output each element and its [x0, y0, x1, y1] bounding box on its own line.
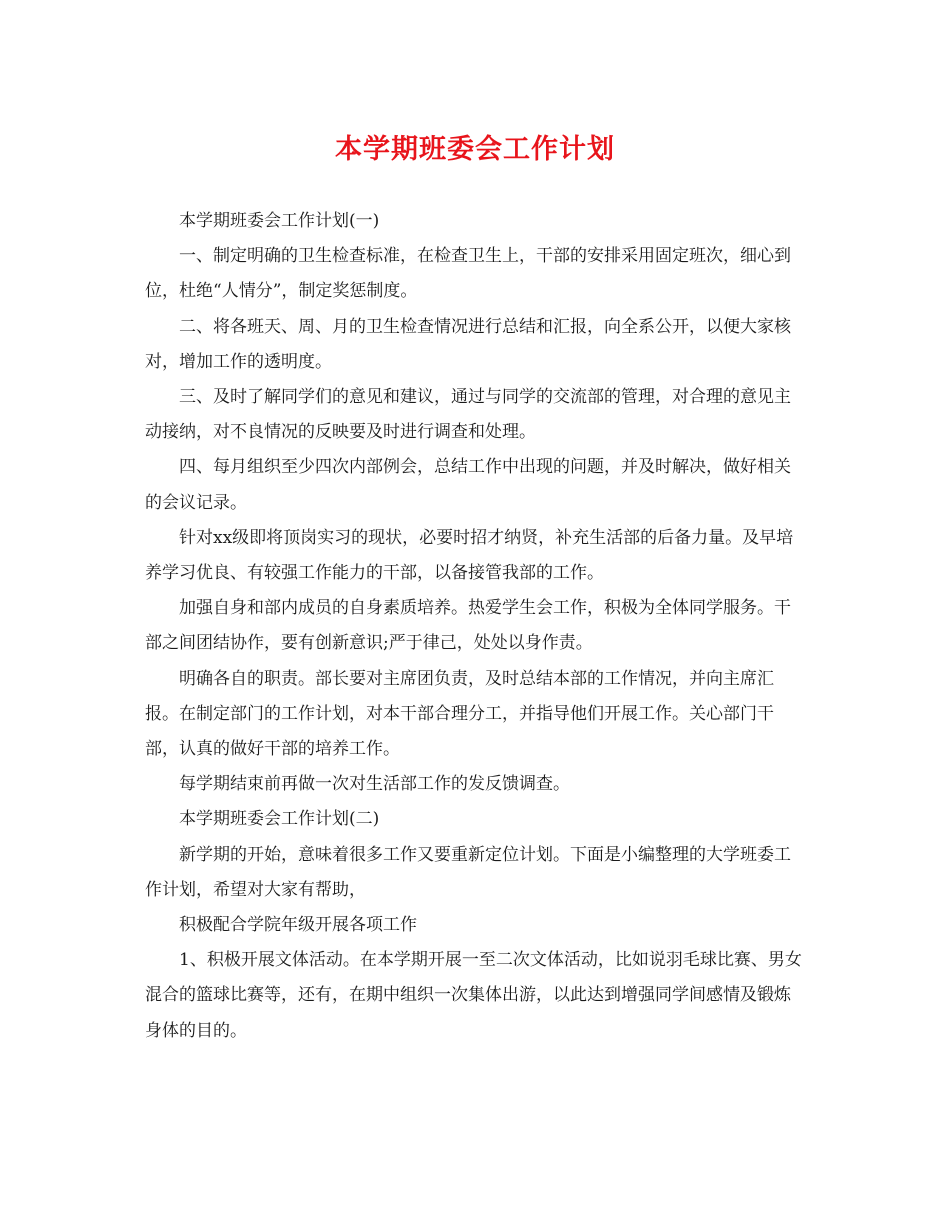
- paragraph: 每学期结束前再做一次对生活部工作的发反馈调查。: [179, 774, 570, 795]
- document-body: [145, 204, 805, 1049]
- paragraph: 加强自身和部内成员的自身素质培养。热爱学生会工作，积极为全体同学服务。干部之间团结协作，要有创新意识;严于律己，处处以身作责。: [145, 598, 791, 654]
- document-title: 本学期班委会工作计划: [335, 134, 615, 165]
- section-heading: 本学期班委会工作计划(一): [179, 211, 380, 231]
- paragraph: 一、制定明确的卫生检查标准，在检查卫生上，干部的安排采用固定班次，细心到位，杜绝“人情分”，制定奖惩制度。: [145, 246, 791, 302]
- paragraph: 四、每月组织至少四次内部例会，总结工作中出现的问题，并及时解决，做好相关的会议记录。: [145, 457, 791, 513]
- paragraph: 三、及时了解同学们的意见和建议，通过与同学的交流部的管理，对合理的意见主动接纳，对不良情况的反映要及时进行调查和处理。: [145, 387, 791, 443]
- section-heading: 本学期班委会工作计划(二): [179, 809, 380, 830]
- paragraph: 积极配合学院年级开展各项工作: [179, 915, 417, 936]
- paragraph: 明确各自的职责。部长要对主席团负责，及时总结本部的工作情况，并向主席汇报。在制定部门的工作计划，对本干部合理分工，并指导他们开展工作。关心部门干部，认真的做好干部的培养工作。: [145, 668, 774, 760]
- paragraph: 二、将各班天、周、月的卫生检查情况进行总结和汇报，向全系公开，以便大家核对，增加工作的透明度。: [145, 316, 791, 372]
- paragraph: 1、积极开展文体活动。在本学期开展一至二次文体活动，比如说羽毛球比赛、男女混合的篮球比赛等，还有，在期中组织一次集体出游，以此达到增强同学间感情及锻炼身体的目的。: [145, 950, 802, 1041]
- paragraph: 新学期的开始，意味着很多工作又要重新定位计划。下面是小编整理的大学班委工作计划，希望对大家有帮助，: [145, 844, 791, 900]
- paragraph: 针对xx级即将顶岗实习的现状，必要时招才纳贤，补充生活部的后备力量。及早培养学习优良、有较强工作能力的干部，以备接管我部的工作。: [145, 527, 794, 584]
